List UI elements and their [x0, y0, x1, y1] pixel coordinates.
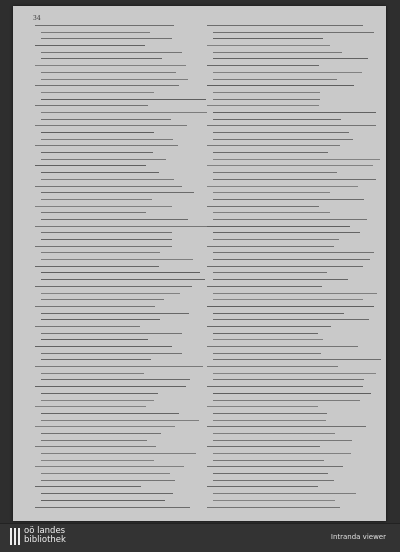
text-line: [35, 343, 172, 350]
text-line: [41, 109, 207, 116]
text-line: [207, 303, 374, 310]
text-line: [213, 116, 341, 123]
text-line: [207, 162, 373, 169]
text-line: [35, 323, 140, 330]
text-line: [213, 430, 335, 437]
text-line: [41, 189, 194, 196]
text-line: [207, 42, 330, 49]
text-line: [213, 96, 320, 103]
text-line: [41, 410, 179, 417]
text-line: [35, 483, 141, 490]
text-line: [41, 76, 188, 83]
text-line: [213, 256, 370, 263]
text-column-right: [207, 22, 382, 510]
text-line: [213, 169, 337, 176]
text-line: [213, 35, 323, 42]
text-line: [207, 504, 340, 511]
text-line: [41, 356, 151, 363]
footer-bar: [0, 523, 400, 552]
text-line: [35, 504, 190, 511]
text-line: [35, 303, 155, 310]
text-line: [213, 356, 381, 363]
text-line: [41, 276, 205, 283]
text-line: [213, 249, 374, 256]
text-line: [207, 62, 319, 69]
text-line: [213, 376, 364, 383]
text-line: [213, 156, 380, 163]
text-line: [41, 35, 172, 42]
text-line: [213, 209, 330, 216]
text-line: [207, 403, 318, 410]
text-line: [41, 497, 165, 504]
text-line: [41, 89, 154, 96]
text-line: [41, 417, 199, 424]
text-line: [41, 129, 154, 136]
text-line: [207, 483, 318, 490]
text-line: [41, 236, 172, 243]
text-line: [41, 490, 173, 497]
text-line: [35, 443, 156, 450]
text-line: [213, 477, 334, 484]
text-line: [41, 249, 160, 256]
text-line: [41, 470, 170, 477]
logo-text: [24, 527, 66, 545]
text-line: [35, 283, 192, 290]
text-line: [41, 136, 173, 143]
viewer-name: Intranda viewer: [330, 533, 386, 541]
text-line: [213, 276, 348, 283]
logo-bar-icon: [14, 528, 16, 545]
text-line: [35, 363, 203, 370]
text-line: [213, 76, 337, 83]
text-line: [35, 62, 186, 69]
text-line: [213, 296, 363, 303]
text-line: [213, 55, 368, 62]
text-line: [207, 363, 338, 370]
text-line: [41, 176, 174, 183]
text-line: [213, 89, 320, 96]
text-line: [207, 82, 354, 89]
text-line: [207, 122, 376, 129]
text-line: [207, 243, 334, 250]
text-line: [35, 403, 146, 410]
text-line: [213, 370, 376, 377]
text-line: [41, 216, 188, 223]
text-line: [207, 22, 363, 29]
text-line: [41, 310, 189, 317]
text-line: [213, 350, 321, 357]
text-line: [213, 457, 324, 464]
text-column-left: [35, 22, 210, 510]
text-line: [41, 457, 154, 464]
text-line: [213, 69, 362, 76]
scanned-page: [13, 6, 386, 521]
text-line: [213, 189, 330, 196]
text-line: [213, 470, 328, 477]
text-line: [213, 269, 327, 276]
text-line: [35, 383, 186, 390]
text-line: [213, 316, 369, 323]
logo-line-1: oö landes: [24, 526, 66, 536]
logo-line-2: bibliothek: [24, 535, 66, 545]
text-line: [41, 430, 161, 437]
text-line: [213, 497, 335, 504]
text-line: [213, 29, 374, 36]
text-line: [213, 450, 351, 457]
logo-bar-icon: [10, 528, 12, 545]
text-line: [213, 390, 371, 397]
text-line: [213, 437, 352, 444]
text-line: [35, 263, 159, 270]
text-line: [207, 102, 319, 109]
text-line: [207, 343, 358, 350]
text-line: [41, 29, 150, 36]
text-line: [41, 116, 171, 123]
text-line: [41, 316, 160, 323]
text-line: [35, 122, 187, 129]
text-line: [213, 336, 323, 343]
text-line: [207, 183, 358, 190]
text-line: [213, 490, 356, 497]
text-line: [207, 142, 340, 149]
text-line: [207, 323, 331, 330]
text-line: [207, 443, 320, 450]
text-line: [213, 410, 327, 417]
text-line: [35, 142, 178, 149]
text-line: [41, 149, 153, 156]
text-line: [41, 55, 162, 62]
text-line: [41, 370, 144, 377]
text-line: [207, 203, 319, 210]
text-line: [41, 397, 154, 404]
text-line: [41, 196, 152, 203]
text-line: [35, 243, 172, 250]
text-line: [207, 263, 363, 270]
text-line: [41, 69, 176, 76]
text-line: [213, 176, 376, 183]
text-line: [207, 223, 350, 230]
text-line: [213, 49, 342, 56]
text-line: [35, 42, 145, 49]
text-line: [35, 162, 146, 169]
text-line: [213, 397, 360, 404]
text-line: [35, 82, 179, 89]
text-line: [41, 256, 193, 263]
text-line: [213, 330, 318, 337]
text-line: [35, 22, 174, 29]
library-logo[interactable]: [10, 527, 66, 545]
text-line: [207, 463, 343, 470]
text-line: [213, 229, 360, 236]
text-line: [41, 336, 148, 343]
page-number: 34: [33, 15, 41, 22]
text-line: [213, 109, 376, 116]
text-line: [207, 423, 366, 430]
text-line: [213, 129, 349, 136]
text-line: [35, 183, 182, 190]
text-line: [213, 310, 344, 317]
text-line: [41, 390, 158, 397]
text-line: [41, 477, 175, 484]
logo-bar-icon: [18, 528, 20, 545]
text-line: [41, 376, 190, 383]
text-line: [213, 149, 328, 156]
text-line: [41, 269, 200, 276]
text-line: [35, 102, 148, 109]
text-line: [41, 209, 146, 216]
text-line: [213, 417, 326, 424]
text-line: [35, 203, 172, 210]
text-line: [35, 423, 175, 430]
text-line: [213, 290, 377, 297]
text-line: [41, 450, 196, 457]
text-line: [213, 236, 339, 243]
text-line: [41, 330, 182, 337]
text-line: [35, 463, 184, 470]
text-line: [41, 229, 172, 236]
text-line: [213, 136, 353, 143]
text-line: [213, 196, 364, 203]
text-line: [41, 296, 164, 303]
text-line: [207, 383, 363, 390]
text-line: [41, 96, 206, 103]
text-line: [41, 169, 159, 176]
text-line: [35, 223, 207, 230]
text-line: [41, 350, 182, 357]
text-line: [41, 49, 182, 56]
text-line: [213, 216, 367, 223]
text-line: [41, 156, 166, 163]
text-line: [41, 437, 147, 444]
text-line: [207, 283, 322, 290]
text-line: [41, 290, 180, 297]
